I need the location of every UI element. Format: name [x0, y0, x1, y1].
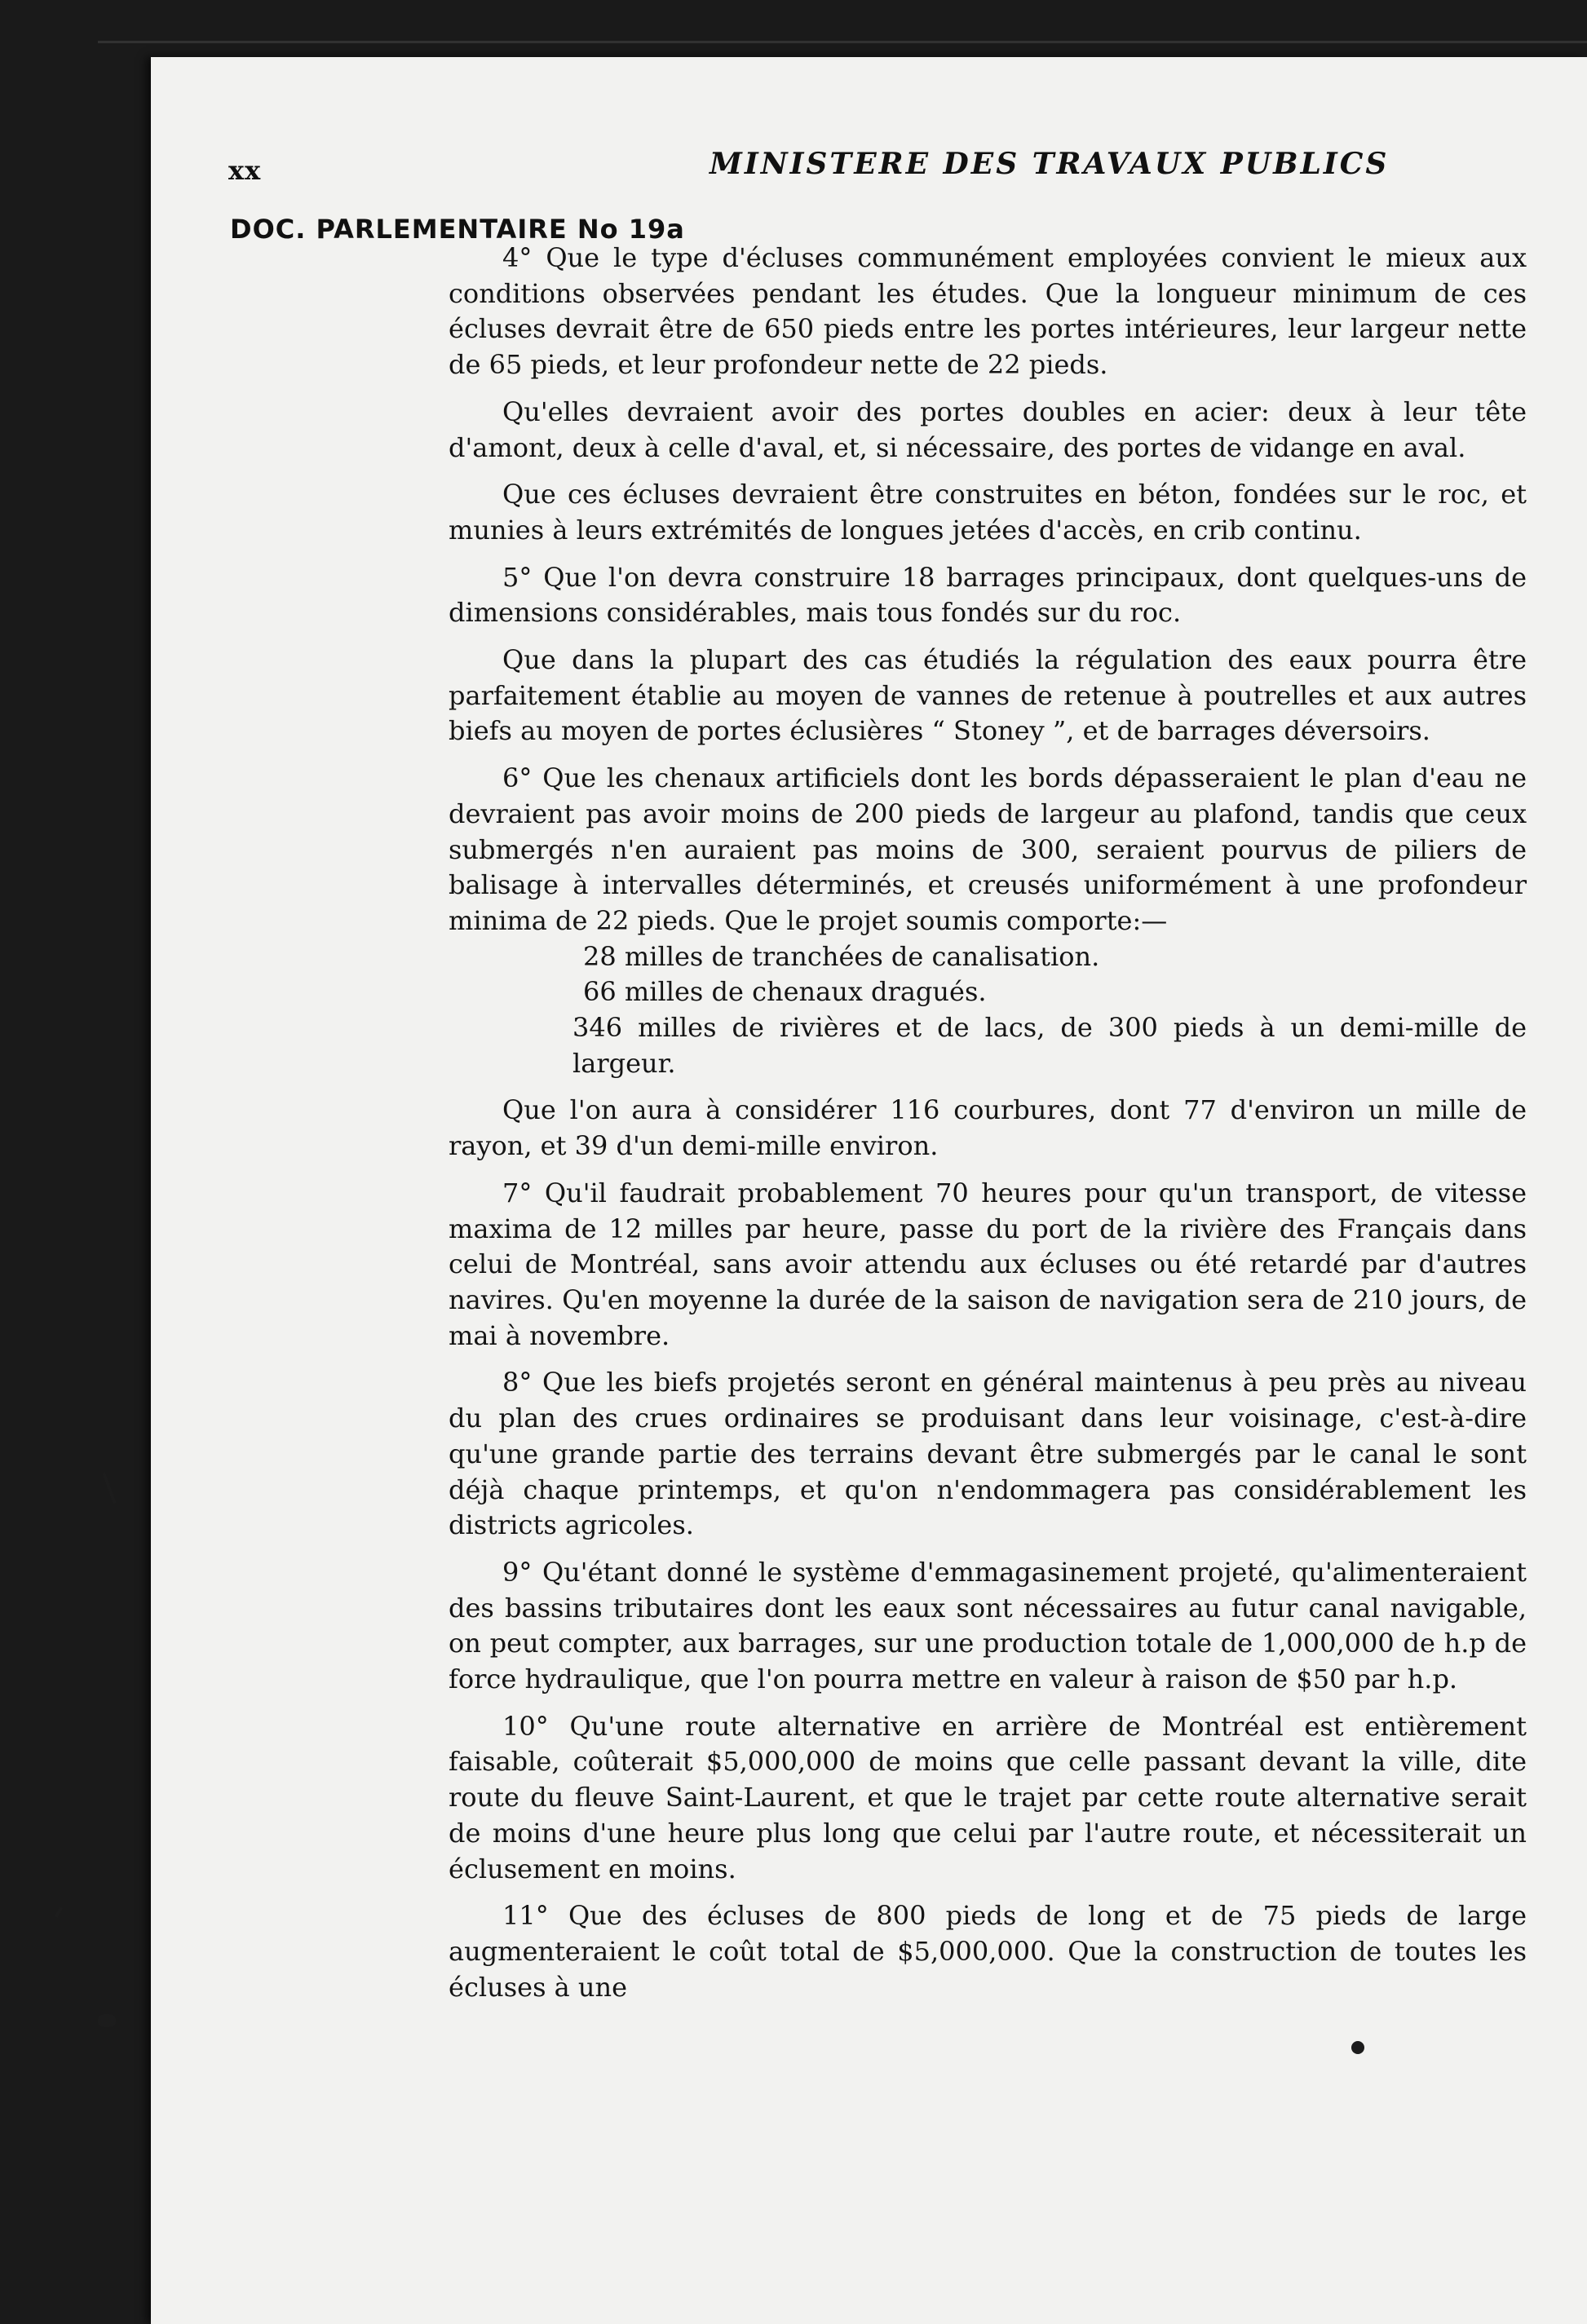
- margin-speck-3: [98, 2014, 116, 2027]
- margin-speck-2: [55, 1906, 63, 1918]
- list-item-tranchees: 28 milles de tranchées de canalisation.: [583, 940, 1100, 972]
- running-title: MINISTERE DES TRAVAUX PUBLICS: [710, 147, 1390, 181]
- ink-speck: [1351, 2041, 1364, 2054]
- paragraph-9: 9° Qu'étant donné le système d'emmagasinement projeté, qu'alimenteraient des bassins tributaires dont les eaux sont nécessaires au futur canal navigable, on peut compter, aux barrages, sur une production totale de 1,000,000 de h.p de force hydraulique, que l'on pourra mettre en valeur à raison de $50 par h.p.: [449, 1556, 1527, 1695]
- paragraph-6-courbures: Que l'on aura à considérer 116 courbures, dont 77 d'environ un mille de rayon, et 39 d'un demi-mille environ.: [449, 1094, 1527, 1162]
- paragraph-8: 8° Que les biefs projetés seront en général maintenus à peu près au niveau du plan des crues ordinaires se produisant dans leur voisinage, c'est-à-dire qu'une grande partie des terrains devant être submergés par le canal le sont déjà chaque printemps, et qu'on n'endommagera pas considérablement les districts agricoles.: [449, 1367, 1527, 1541]
- paragraph-10: 10° Qu'une route alternative en arrière de Montréal est entièrement faisable, coûterait $5,000,000 de moins que celle passant devant la ville, dite route du fleuve Saint-Laurent, et que le trajet par cette route alternative serait de moins d'une heure plus long que celui par l'autre route, et nécessiterait un éclusement en moins.: [449, 1710, 1527, 1884]
- body-text: [449, 241, 1527, 2017]
- paragraph-4-construction: Que ces écluses devraient être construites en béton, fondées sur le roc, et munies à leurs extrémités de longues jetées d'accès, en crib continu.: [449, 479, 1527, 546]
- page-top-edge: [98, 41, 1587, 43]
- list-item-chenaux: 66 milles de chenaux dragués.: [583, 976, 987, 1008]
- paragraph-5-regulation: Que dans la plupart des cas étudiés la régulation des eaux pourra être parfaitement établie au moyen de vannes de retenue à poutrelles et aux autres biefs au moyen de portes éclusières “ Stoney ”, et de barrages déversoirs.: [449, 644, 1527, 747]
- paragraph-4: 4° Que le type d'écluses communément employées convient le mieux aux conditions observées pendant les études. Que la longueur minimum de ces écluses devrait être de 650 pieds entre les portes intérieures, leur largeur nette de 65 pieds, et leur profondeur nette de 22 pieds.: [449, 242, 1527, 381]
- document-reference: DOC. PARLEMENTAIRE No 19a: [230, 214, 685, 245]
- paragraph-11: 11° Que des écluses de 800 pieds de long et de 75 pieds de large augmenteraient le coût total de $5,000,000. Que la construction de toutes les écluses à une: [449, 1900, 1527, 2003]
- page-number: xx: [228, 155, 262, 186]
- paragraph-6: 6° Que les chenaux artificiels dont les bords dépasseraient le plan d'eau ne devraient pas avoir moins de 200 pieds de largeur au plafond, tandis que ceux submergés n'en auraient pas moins de 300, seraient pourvus de piliers de balisage à intervalles déterminés, et creusés uniformément à une profondeur minima de 22 pieds. Que le projet soumis comporte:—: [449, 762, 1527, 936]
- paragraph-7: 7° Qu'il faudrait probablement 70 heures pour qu'un transport, de vitesse maxima de 12 milles par heure, passe du port de la rivière des Français dans celui de Montréal, sans avoir attendu aux écluses ou été retardé par d'autres navires. Qu'en moyenne la durée de la saison de navigation sera de 210 jours, de mai à novembre.: [449, 1177, 1527, 1351]
- margin-speck: [102, 1473, 116, 1504]
- paragraph-5: 5° Que l'on devra construire 18 barrages principaux, dont quelques-uns de dimensions considérables, mais tous fondés sur du roc.: [449, 561, 1527, 629]
- paragraph-4-doors: Qu'elles devraient avoir des portes doubles en acier: deux à leur tête d'amont, deux à celle d'aval, et, si nécessaire, des portes de vidange en aval.: [449, 395, 1527, 463]
- list-item-rivieres: 346 milles de rivières et de lacs, de 300 pieds à un demi-mille de largeur.: [572, 1012, 1527, 1079]
